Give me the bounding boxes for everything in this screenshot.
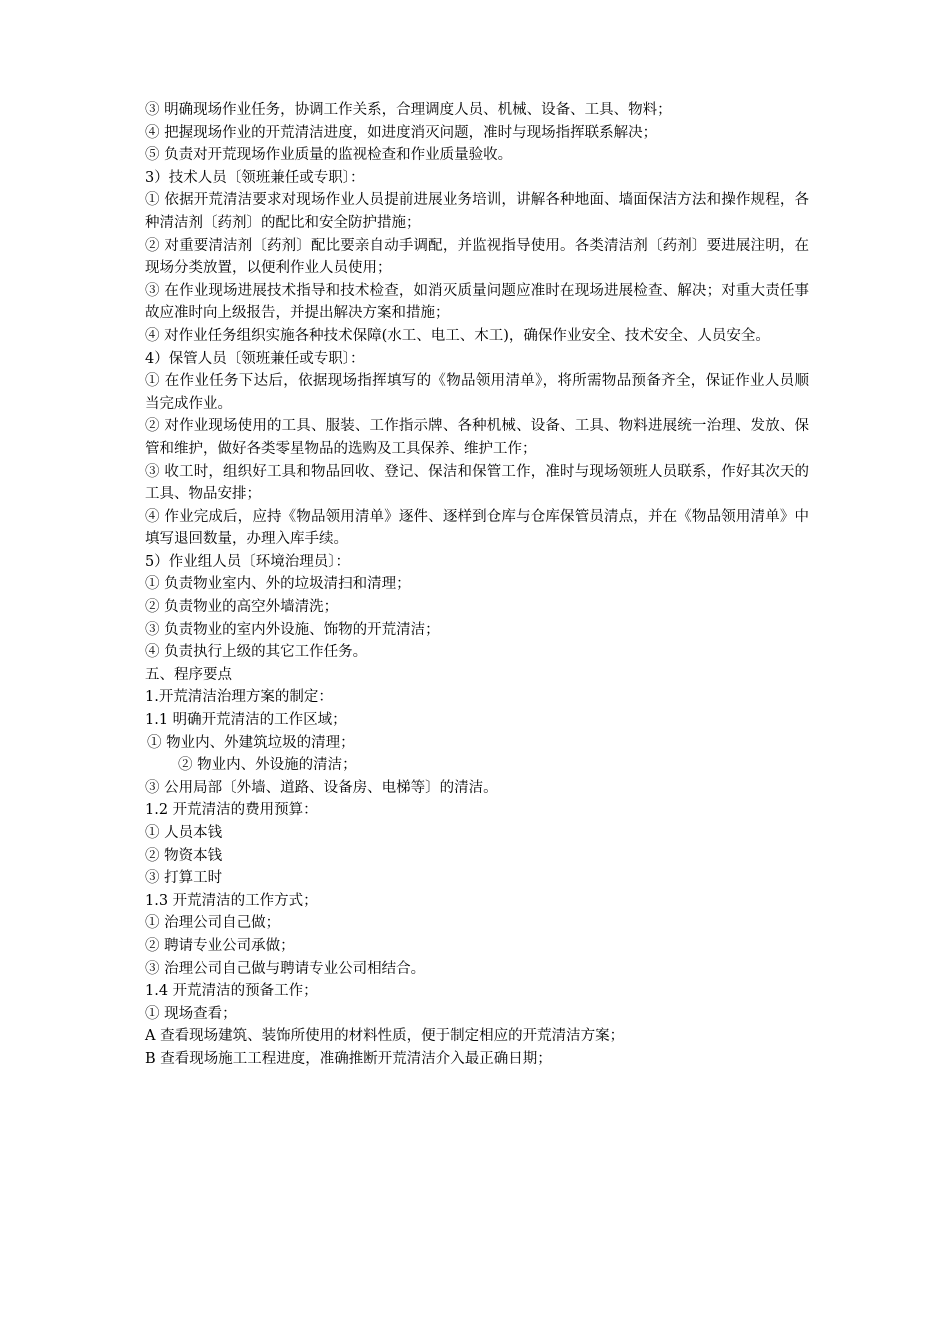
text-line: ② 物业内、外设施的清洁； (178, 757, 357, 774)
text-line: ③ 收工时，组织好工具和物品回收、登记、保洁和保管工作，准时与现场领班人员联系，作好其次天的工具、物品安排； (145, 463, 809, 503)
section-heading: 3）技术人员〔领班兼任或专职〕： (145, 169, 365, 186)
text-line: ③ 负责物业的室内外设施、饰物的开荒清洁； (145, 621, 440, 638)
section-heading: 1.开荒清洁治理方案的制定： (145, 689, 333, 706)
text-line: ① 物业内、外建筑垃圾的清理； (147, 734, 355, 751)
text-line: ① 人员本钱 (145, 825, 223, 841)
text-line: ② 对重要清洁剂〔药剂〕配比要亲自动手调配，并监视指导使用。各类清洁剂〔药剂〕要进展注明，在现场分类放置，以便利作业人员使用； (145, 237, 809, 277)
text-line: ④ 对作业任务组织实施各种技术保障(水工、电工、木工)，确保作业安全、技术安全、人员安全。 (145, 327, 770, 344)
text-line: ① 在作业任务下达后，依据现场指挥填写的《物品领用清单》，将所需物品预备齐全，保证作业人员顺当完成作业。 (145, 373, 809, 412)
subsection-heading: 1.3 开荒清洁的工作方式； (145, 892, 318, 909)
subsection-heading: 1.1 明确开荒清洁的工作区域； (145, 712, 347, 729)
text-line: ③ 在作业现场进展技术指导和技术检查，如消灭质量问题应准时在现场进展检查、解决；对重大责任事故应准时向上级报告，并提出解决方案和措施； (145, 282, 809, 322)
text-line: ③ 公用局部〔外墙、道路、设备房、电梯等〕的清洁。 (145, 779, 498, 796)
text-line: ① 依据开荒清洁要求对现场作业人员提前进展业务培训，讲解各种地面、墙面保洁方法和操作规程，各种清洁剂〔药剂〕的配比和安全防护措施； (145, 192, 809, 231)
subsection-heading: 1.4 开荒清洁的预备工作； (145, 983, 318, 1000)
text-line: ④ 负责执行上级的其它工作任务。 (145, 644, 368, 661)
text-line: ② 对作业现场使用的工具、服装、工作指示牌、各种机械、设备、工具、物料进展统一治理、发放、保管和维护，做好各类零星物品的选购及工具保养、维护工作； (145, 418, 809, 457)
text-line: ① 现场查看； (145, 1005, 237, 1022)
text-line: ③ 治理公司自己做与聘请专业公司相结合。 (145, 960, 426, 977)
text-line: ④ 把握现场作业的开荒清洁进度，如进度消灭问题，准时与现场指挥联系解决； (145, 124, 658, 141)
text-line: ① 治理公司自己做； (145, 915, 281, 932)
text-line: ① 负责物业室内、外的垃圾清扫和清理； (145, 576, 411, 593)
text-line: ② 物资本钱 (145, 847, 223, 864)
subsection-heading: 1.2 开荒清洁的费用预算： (145, 802, 318, 819)
text-line: A 查看现场建筑、装饰所使用的材料性质，便于制定相应的开荒清洁方案； (145, 1028, 625, 1045)
text-line: ⑤ 负责对开荒现场作业质量的监视检查和作业质量验收。 (145, 147, 513, 164)
text-line: B 查看现场施工工程进度，准确推断开荒清洁介入最正确日期； (145, 1050, 552, 1067)
text-line: ④ 作业完成后，应持《物品领用清单》逐件、逐样到仓库与仓库保管员清点，并在《物品领用清单》中填写退回数量，办理入库手续。 (145, 508, 809, 548)
chapter-heading: 五、程序要点 (145, 666, 232, 683)
text-line: ③ 明确现场作业任务，协调工作关系，合理调度人员、机械、设备、工具、物料； (145, 102, 672, 118)
document-body (145, 99, 809, 1071)
section-heading: 4）保管人员〔领班兼任或专职〕： (145, 350, 365, 367)
text-line: ② 聘请专业公司承做； (145, 937, 295, 954)
text-line: ③ 打算工时 (145, 870, 223, 887)
text-line: ② 负责物业的高空外墙清洗； (145, 599, 339, 616)
section-heading: 5）作业组人员〔环境治理员〕： (145, 553, 350, 570)
